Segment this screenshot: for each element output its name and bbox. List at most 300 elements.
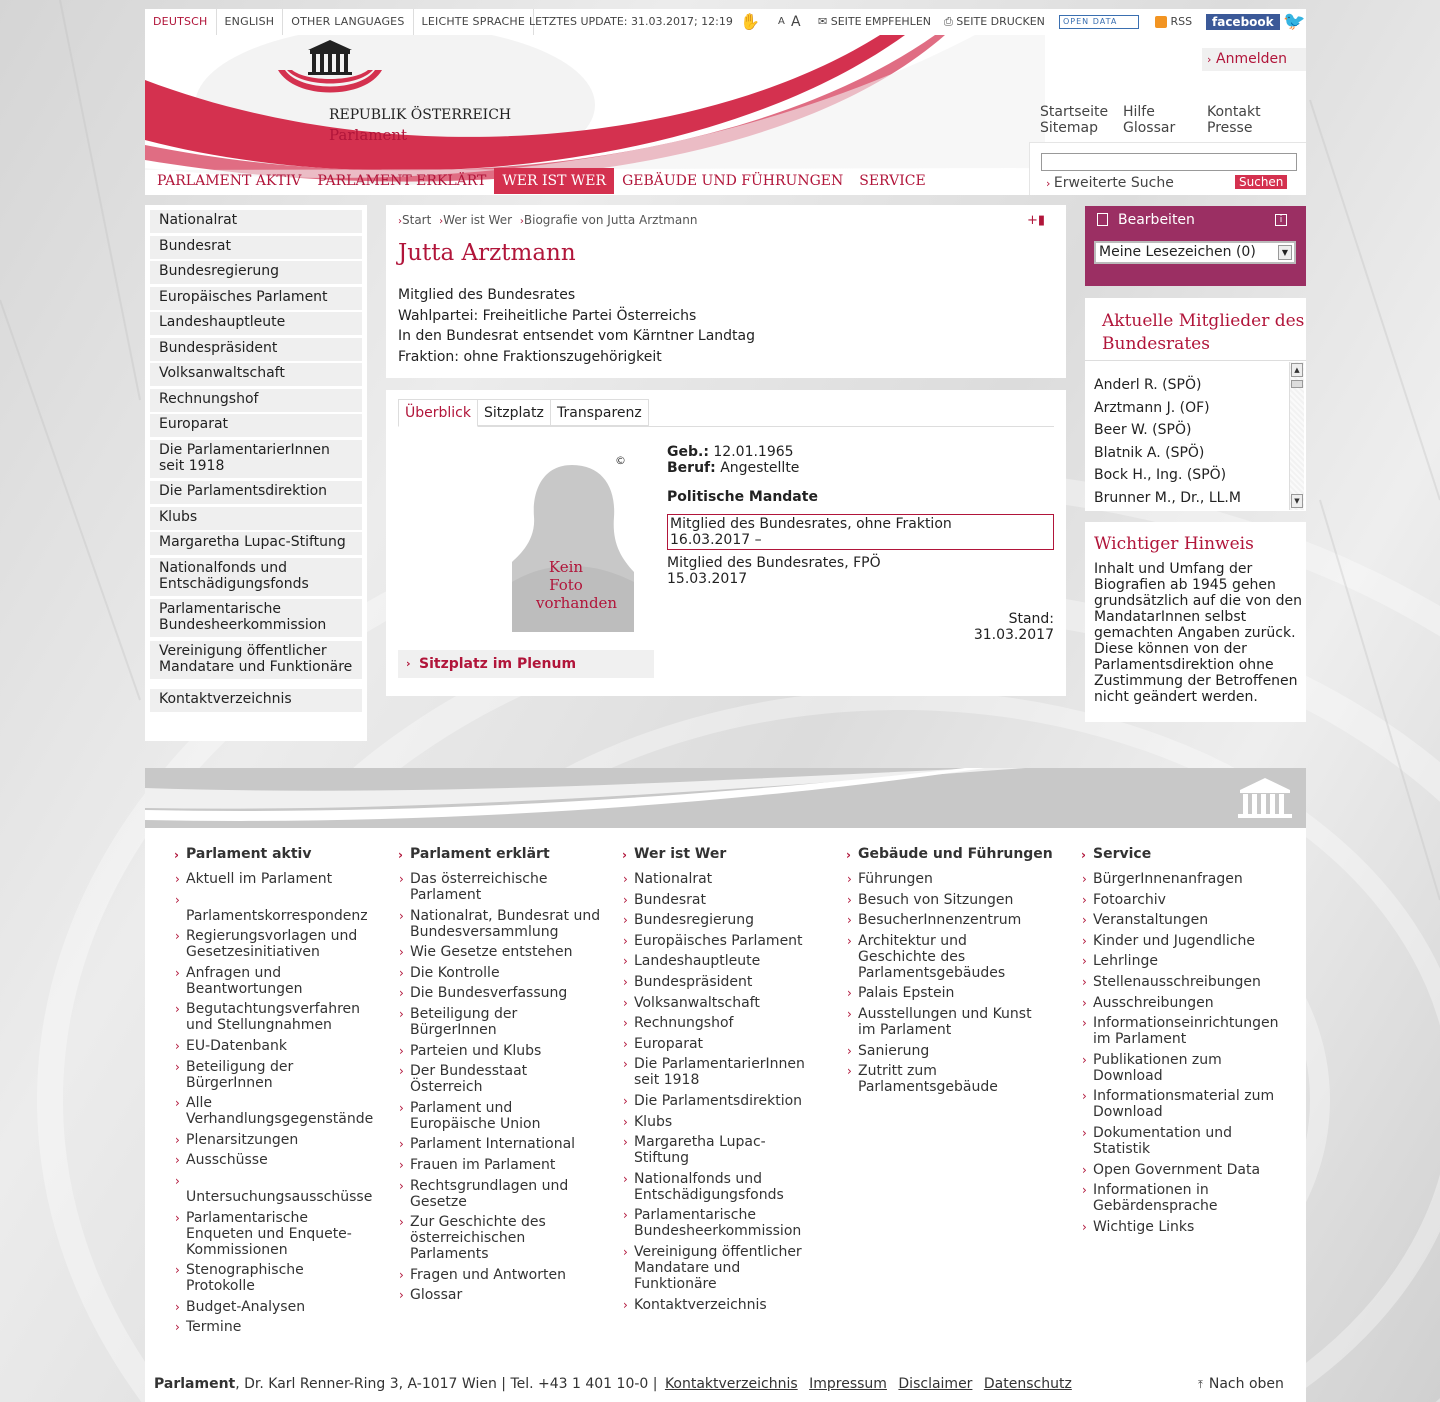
chevron-right-icon: › — [399, 1137, 404, 1152]
footer-link[interactable] — [623, 1035, 704, 1052]
sidebar-item-nationalrat[interactable]: Nationalrat — [150, 210, 362, 233]
footer-link-line: Ausschüsse — [186, 1152, 268, 1169]
tab-sitzplatz[interactable]: Sitzplatz — [477, 399, 551, 426]
rss-link[interactable] — [1155, 9, 1192, 35]
footer-link-line: Anfragen und — [186, 964, 282, 981]
scroll-down-icon[interactable]: ▼ — [1291, 494, 1303, 508]
nav-parlament-erklaert[interactable]: PARLAMENT ERKLÄRT — [317, 173, 487, 189]
footer-link[interactable] — [623, 1015, 734, 1032]
current-mandate — [667, 514, 1054, 550]
footer-link[interactable] — [1082, 994, 1214, 1011]
service-link-sitemap[interactable]: Sitemap — [1040, 120, 1098, 136]
sidebar-item-europarat[interactable]: Europarat — [150, 414, 362, 437]
footer-link[interactable] — [623, 1134, 766, 1167]
search-button[interactable]: Suchen — [1235, 175, 1287, 189]
divider — [1085, 360, 1306, 361]
chevron-right-icon: › — [623, 1171, 628, 1186]
chevron-right-icon: › — [175, 1263, 180, 1278]
chevron-right-icon: › — [847, 913, 852, 928]
footer-link-line: Rechnungshof — [634, 1015, 734, 1032]
footer-link[interactable] — [175, 1209, 352, 1258]
sidebar-item-parlamentsdirektion[interactable]: Die Parlamentsdirektion — [150, 481, 362, 504]
footer-link-line: Gesetze — [410, 1193, 467, 1210]
profession-value: Angestellte — [720, 460, 800, 476]
notice-line: MandatarInnen selbst — [1094, 609, 1247, 625]
footer-link-line: Bundesrat — [634, 891, 706, 908]
bookmark-icon — [1097, 213, 1108, 226]
footer-link[interactable] — [847, 1006, 1032, 1038]
photo-copyright: © — [615, 454, 626, 467]
chevron-right-icon: › — [623, 1114, 628, 1129]
service-link-glossar[interactable]: Glossar — [1123, 120, 1176, 136]
sidebar-item-vereinigung[interactable]: Vereinigung öffentlicher Mandatare und Funktionäre — [150, 641, 362, 679]
footer-link-line: BesucherInnenzentrum — [858, 912, 1022, 929]
footer-link[interactable] — [175, 1319, 242, 1336]
footer-link-line: Download — [1093, 1067, 1163, 1084]
sidebar-item-landeshauptleute[interactable]: Landeshauptleute — [150, 312, 362, 335]
info-icon[interactable]: i — [1275, 214, 1287, 226]
footer-link-line: Termine — [186, 1319, 242, 1336]
footer-link-line: Frauen im Parlament — [410, 1157, 556, 1173]
footer-link[interactable] — [1082, 871, 1243, 887]
sidebar-item-bundesrat[interactable]: Bundesrat — [150, 236, 362, 259]
footer-link-line: Klubs — [634, 1113, 673, 1130]
footer-link-line: Europarat — [634, 1035, 704, 1052]
members-list[interactable] — [1085, 362, 1288, 511]
scroll-thumb[interactable] — [1291, 380, 1303, 388]
footer-link[interactable] — [1082, 1051, 1222, 1084]
chevron-right-icon: › — [1082, 1126, 1087, 1140]
chevron-right-icon: › — [846, 848, 851, 862]
footer-link-line: Stiftung — [634, 1150, 690, 1167]
site-footer — [145, 768, 1306, 1402]
footer-column-heading[interactable]: Service — [1093, 846, 1152, 862]
member-item[interactable]: Brunner M., Dr., LL.M — [1094, 489, 1241, 506]
chevron-right-icon: › — [399, 1215, 404, 1230]
nav-service[interactable]: SERVICE — [859, 173, 926, 189]
login-button[interactable] — [1202, 48, 1306, 71]
footer-link[interactable] — [623, 1207, 802, 1240]
chevron-right-icon: › — [623, 975, 628, 989]
footer-link-line: Beantwortungen — [186, 980, 303, 997]
notice-line: Zustimmung der Betroffenen — [1094, 673, 1298, 689]
footer-link[interactable] — [623, 1244, 802, 1292]
profession — [667, 460, 799, 476]
footer-link[interactable] — [847, 1042, 930, 1059]
mandate-title: Mitglied des Bundesrates, ohne Fraktion — [670, 516, 952, 532]
footer-link-line: Parlament International — [410, 1136, 576, 1153]
footer-link-line: Fotoarchiv — [1093, 891, 1166, 908]
chevron-right-icon: › — [399, 1043, 404, 1058]
footer-link[interactable] — [399, 1099, 541, 1132]
footer-link[interactable] — [1082, 912, 1209, 929]
chevron-right-icon: › — [399, 945, 404, 960]
footer-link[interactable] — [175, 928, 358, 961]
chevron-right-icon: › — [1207, 53, 1212, 66]
footer-link-line: Das österreichische — [410, 871, 548, 887]
advanced-search-link[interactable] — [1046, 175, 1174, 191]
footer-link-line: Alle — [186, 1095, 212, 1112]
footer-link[interactable] — [847, 891, 1014, 908]
footer-link[interactable] — [1082, 953, 1158, 970]
member-item[interactable]: Blatnik A. (SPÖ) — [1094, 444, 1205, 461]
footer-column-heading[interactable]: Wer ist Wer — [634, 846, 727, 862]
members-title — [1102, 310, 1304, 356]
advanced-search-label: Erweiterte Suche — [1053, 175, 1174, 191]
footer-link[interactable] — [175, 871, 333, 887]
footer-link[interactable] — [847, 1063, 998, 1096]
footer-link[interactable] — [623, 1093, 803, 1109]
footer-link-line: BürgerInnenanfragen — [1093, 871, 1243, 887]
print-link[interactable] — [944, 9, 1045, 35]
footer-link-line: Funktionäre — [634, 1276, 717, 1292]
footer-link-line: Der Bundesstaat — [410, 1063, 528, 1080]
footer-link[interactable] — [623, 912, 754, 929]
birth-date-label: Geb.: — [667, 444, 709, 460]
nav-wer-ist-wer[interactable]: WER IST WER — [494, 168, 614, 194]
chevron-right-icon: › — [847, 872, 852, 886]
sidebar-item-eu-parlament[interactable]: Europäisches Parlament — [150, 287, 362, 310]
footer-link[interactable] — [399, 1006, 518, 1038]
footer-link-line: Architektur und — [858, 932, 967, 949]
footer-link-line: BürgerInnen — [186, 1074, 273, 1091]
footer-link[interactable] — [623, 974, 753, 990]
footer-link-line: Gebärdensprache — [1093, 1198, 1218, 1215]
footer-link-line: Lehrlinge — [1093, 953, 1158, 970]
footer-link-line: Begutachtungsverfahren — [186, 1001, 361, 1018]
sidebar-item-klubs[interactable]: Klubs — [150, 507, 362, 530]
chevron-right-icon: › — [399, 986, 404, 1001]
footer-link[interactable] — [175, 964, 303, 997]
footer-link-line: Ausstellungen und Kunst — [858, 1006, 1032, 1022]
footer-link-line: Palais Epstein — [858, 985, 955, 1002]
footer-link-line: Bundespräsident — [634, 974, 753, 990]
footer-link-line: Die Parlamentsdirektion — [634, 1093, 803, 1109]
chevron-right-icon: › — [623, 1016, 628, 1031]
footer-link[interactable] — [1082, 1161, 1261, 1178]
summary-line: Fraktion: ohne Fraktionszugehörigkeit — [398, 348, 662, 365]
chevron-right-icon: › — [847, 892, 852, 907]
footer-link[interactable] — [1082, 1015, 1279, 1048]
footer-link-line: Budget-Analysen — [186, 1298, 306, 1315]
footer-link[interactable] — [847, 871, 933, 887]
footer-link-line: Stenographische — [186, 1262, 304, 1279]
footer-link[interactable] — [1082, 932, 1255, 949]
footer-link-line: im Parlament — [858, 1022, 952, 1038]
sidebar-item-parlamentarierinnen[interactable]: Die ParlamentarierInnen seit 1918 — [150, 440, 362, 478]
back-to-top-label: Nach oben — [1208, 1376, 1284, 1392]
print-label: SEITE DRUCKEN — [956, 15, 1045, 28]
footer-link-line: EU-Datenbank — [186, 1038, 287, 1054]
footer-link[interactable] — [623, 932, 803, 949]
footer-link[interactable] — [623, 994, 760, 1011]
chevron-right-icon: › — [406, 657, 411, 670]
chevron-right-icon: › — [1082, 913, 1087, 928]
nav-parlament-aktiv[interactable]: PARLAMENT AKTIV — [157, 173, 302, 189]
chevron-right-icon: › — [1082, 975, 1087, 989]
footer-link-datenschutz[interactable]: Datenschutz — [983, 1376, 1072, 1392]
footer-link-impressum[interactable]: Impressum — [809, 1376, 887, 1392]
footer-link-line: Entschädigungsfonds — [634, 1186, 784, 1203]
footer-link[interactable] — [623, 953, 761, 970]
footer-link[interactable] — [399, 1157, 556, 1173]
sidebar-item-volksanwaltschaft[interactable]: Volksanwaltschaft — [150, 363, 362, 386]
notice-text — [1094, 561, 1302, 705]
footer-link[interactable] — [847, 985, 955, 1002]
footer-link-line: Wie Gesetze entstehen — [410, 944, 573, 961]
chevron-right-icon: › — [847, 1007, 852, 1021]
chevron-right-icon: › — [623, 954, 628, 969]
footer-link[interactable] — [623, 1113, 673, 1130]
footer-link-line: Europäische Union — [410, 1115, 541, 1132]
footer-link[interactable] — [847, 932, 1006, 981]
chevron-right-icon: › — [175, 872, 180, 886]
breadcrumb — [398, 213, 697, 227]
footer-link-line: Geschichte des — [858, 948, 966, 965]
footer-link-line: Führungen — [858, 871, 933, 887]
footer-link[interactable] — [399, 1177, 569, 1210]
footer-link[interactable] — [1082, 1218, 1195, 1235]
footer-link[interactable] — [847, 912, 1022, 929]
footer-link-line: Parlament — [410, 887, 482, 903]
chevron-right-icon: › — [1081, 848, 1086, 862]
opendata-button[interactable]: OPEN DATA — [1059, 15, 1139, 29]
footer-link-line: Zur Geschichte des — [410, 1214, 546, 1231]
notice-line: Diese können von der — [1094, 641, 1247, 657]
sign-language-icon[interactable]: ✋ — [740, 12, 760, 31]
chevron-right-icon: › — [1082, 954, 1087, 969]
footer-link[interactable] — [399, 871, 548, 903]
biography-detail-panel — [386, 390, 1066, 696]
member-item[interactable]: Arztmann J. (OF) — [1094, 399, 1210, 416]
parliament-logo-icon — [275, 40, 385, 110]
birth-date — [667, 444, 794, 460]
breadcrumb-wer-ist-wer[interactable]: Wer ist Wer — [443, 213, 513, 227]
edit-title: Bearbeiten — [1118, 212, 1195, 228]
sidebar-item-bundesregierung[interactable]: Bundesregierung — [150, 261, 362, 284]
footer-link-disclaimer[interactable]: Disclaimer — [898, 1376, 973, 1392]
footer-link[interactable] — [1082, 1182, 1218, 1215]
service-link-startseite[interactable]: Startseite — [1040, 104, 1109, 120]
chevron-right-icon: › — [623, 1297, 628, 1312]
service-link-presse[interactable]: Presse — [1207, 120, 1253, 136]
footer-link-line: Veranstaltungen — [1093, 912, 1209, 929]
footer-link-line: Bundesregierung — [634, 912, 754, 929]
footer-swoosh-graphic — [145, 768, 1306, 828]
nav-gebaeude-fuehrungen[interactable]: GEBÄUDE UND FÜHRUNGEN — [622, 173, 844, 189]
footer-link-line: Beteiligung der — [186, 1058, 294, 1075]
footer-link-line: Europäisches Parlament — [634, 932, 803, 949]
tabs-divider — [398, 426, 1054, 427]
sidebar-item-kontaktverzeichnis[interactable]: Kontaktverzeichnis — [150, 689, 362, 712]
chevron-right-icon: › — [847, 1064, 852, 1079]
member-item[interactable]: Anderl R. (SPÖ) — [1094, 377, 1202, 393]
sidebar-item-bundesheerkommission[interactable]: Parlamentarische Bundesheerkommission — [150, 599, 362, 637]
footer-link-line: Untersuchungsausschüsse — [186, 1189, 373, 1205]
chevron-right-icon: › — [1082, 892, 1087, 907]
footer-link-line: Die Bundesverfassung — [410, 985, 568, 1002]
footer-link-line: Nationalrat — [634, 871, 713, 887]
footer-link[interactable] — [399, 907, 601, 940]
no-photo-text — [536, 558, 618, 612]
footer-link-line: Nationalrat, Bundesrat und — [410, 907, 601, 924]
member-item[interactable]: Beer W. (SPÖ) — [1094, 422, 1192, 439]
back-to-top-link[interactable] — [1198, 1376, 1284, 1392]
bookmark-add-icon[interactable]: +▮ — [1027, 213, 1046, 228]
footer-link-line — [186, 1173, 372, 1189]
footer-link[interactable] — [1082, 974, 1261, 990]
footer-link-line: im Parlament — [1093, 1031, 1187, 1048]
chevron-right-icon: › — [622, 848, 627, 862]
footer-link-line: Beteiligung der — [410, 1006, 518, 1022]
footer-column-heading[interactable]: Gebäude und Führungen — [858, 846, 1053, 862]
search-box — [1029, 142, 1306, 195]
chevron-right-icon: › — [175, 1320, 180, 1335]
tab-ueberblick[interactable]: Überblick — [398, 399, 478, 427]
footer-link-line: Besuch von Sitzungen — [858, 891, 1014, 908]
footer-link-line: Fragen und Antworten — [410, 1266, 566, 1283]
footer-link[interactable] — [175, 1298, 306, 1315]
footer-link-line: Vereinigung öffentlicher — [634, 1244, 802, 1260]
footer-link[interactable] — [175, 892, 368, 924]
footer-link[interactable] — [175, 1262, 304, 1295]
service-link-hilfe[interactable]: Hilfe — [1123, 104, 1155, 120]
footer-link[interactable] — [175, 1038, 287, 1054]
chevron-right-icon: › — [399, 965, 404, 980]
chevron-right-icon: › — [398, 216, 402, 227]
footer-link-line: österreichischen — [410, 1230, 526, 1247]
chevron-right-icon: › — [399, 1007, 404, 1021]
last-update: LETZTES UPDATE: 31.03.2017; 12:19 — [529, 15, 733, 28]
person-summary — [398, 285, 755, 367]
footer-link[interactable] — [399, 964, 500, 981]
breadcrumb-start[interactable]: Start — [402, 213, 432, 227]
bookmarks-select[interactable] — [1094, 241, 1296, 264]
chevron-right-icon: › — [175, 1039, 180, 1053]
no-photo-line: Kein — [548, 558, 584, 576]
members-title-line: Bundesrates — [1102, 334, 1210, 354]
lang-deutsch[interactable]: DEUTSCH — [145, 9, 217, 35]
chevron-right-icon: › — [1082, 872, 1087, 886]
footer-link[interactable] — [399, 985, 568, 1002]
members-scrollbar[interactable] — [1289, 362, 1304, 510]
footer-link[interactable] — [399, 1136, 576, 1153]
footer-link[interactable] — [623, 1170, 784, 1203]
twitter-icon[interactable]: 🐦 — [1283, 11, 1306, 32]
chevron-right-icon: › — [847, 933, 852, 948]
footer-link[interactable] — [175, 1095, 374, 1128]
font-small-button[interactable]: A — [778, 16, 785, 27]
footer-link-line: Parlamentsgebäudes — [858, 964, 1006, 981]
footer-link[interactable] — [175, 1058, 294, 1091]
scroll-up-icon[interactable]: ▲ — [1291, 363, 1303, 377]
sidebar-item-lupac-stiftung[interactable]: Margaretha Lupac-Stiftung — [150, 532, 362, 555]
footer-link-line: Informationsmaterial zum — [1093, 1088, 1275, 1105]
footer-link-line: Gesetzesinitiativen — [186, 944, 320, 961]
footer-link-line: Wichtige Links — [1093, 1218, 1195, 1235]
footer-link-line: Parlamentarische — [186, 1209, 308, 1226]
footer-link[interactable] — [399, 1214, 546, 1263]
chevron-right-icon: › — [1082, 1183, 1087, 1198]
footer-link-line: Die ParlamentarierInnen — [634, 1056, 805, 1073]
chevron-right-icon: › — [399, 1064, 404, 1079]
service-link-kontakt[interactable]: Kontakt — [1207, 104, 1261, 120]
recommend-link[interactable] — [818, 9, 931, 35]
parliament-building-icon — [1235, 776, 1295, 821]
chevron-right-icon: › — [623, 1135, 628, 1150]
member-item[interactable]: Bock H., Ing. (SPÖ) — [1094, 467, 1227, 484]
footer-link-line: Plenarsitzungen — [186, 1131, 299, 1148]
sidebar-item-nationalfonds[interactable]: Nationalfonds und Entschädigungsfonds — [150, 558, 362, 596]
chevron-right-icon: › — [175, 1096, 180, 1111]
footer-link[interactable] — [175, 1131, 299, 1148]
footer-link[interactable] — [623, 1056, 805, 1089]
footer-link[interactable] — [623, 871, 713, 887]
footer-link[interactable] — [1082, 1125, 1232, 1157]
search-input[interactable] — [1041, 153, 1297, 171]
footer-link-line: Zutritt zum — [858, 1063, 937, 1080]
profession-label: Beruf: — [667, 460, 716, 476]
footer-link[interactable] — [399, 1266, 566, 1283]
lang-leichte-sprache[interactable]: LEICHTE SPRACHE — [414, 9, 535, 35]
footer-link[interactable] — [623, 1296, 767, 1313]
recommend-label: SEITE EMPFEHLEN — [830, 15, 931, 28]
footer-link-line: Sanierung — [858, 1042, 930, 1059]
footer-link-line: Parlament und — [410, 1099, 513, 1116]
footer-column-heading[interactable]: Parlament aktiv — [186, 846, 312, 862]
footer-link[interactable] — [399, 1042, 542, 1059]
notice-line: nicht geändert werden. — [1094, 689, 1258, 705]
chevron-right-icon: › — [175, 1299, 180, 1314]
font-large-button[interactable]: A — [791, 14, 801, 30]
mail-icon: ✉ — [818, 15, 831, 28]
facebook-button[interactable]: facebook — [1206, 14, 1280, 30]
no-photo-line: vorhanden — [536, 594, 618, 612]
seat-link[interactable] — [398, 650, 654, 678]
chevron-right-icon: › — [1082, 1052, 1087, 1067]
footer-link[interactable] — [1082, 891, 1166, 908]
footer-link[interactable] — [623, 891, 706, 908]
footer-link[interactable] — [399, 944, 573, 961]
sidebar-item-bundespraesident[interactable]: Bundespräsident — [150, 338, 362, 361]
footer-link[interactable] — [399, 1287, 463, 1304]
footer-link-line: Download — [1093, 1104, 1163, 1121]
lang-english[interactable]: ENGLISH — [217, 9, 284, 35]
footer-link[interactable] — [175, 1001, 361, 1034]
tab-transparenz[interactable]: Transparenz — [550, 399, 649, 426]
chevron-right-icon: › — [1046, 177, 1054, 190]
current-members-box — [1085, 298, 1306, 511]
chevron-right-icon: › — [847, 986, 852, 1001]
footer-link[interactable] — [175, 1152, 268, 1169]
footer-link[interactable] — [1082, 1088, 1275, 1121]
footer-address-text: , Dr. Karl Renner-Ring 3, A-1017 Wien | Tel. +43 1 401 10-0 | — [235, 1376, 658, 1392]
chevron-right-icon: › — [439, 216, 444, 227]
footer-link[interactable] — [175, 1173, 373, 1205]
footer-column-heading[interactable]: Parlament erklärt — [410, 846, 550, 862]
chevron-right-icon: › — [399, 908, 404, 923]
chevron-right-icon: › — [623, 1036, 628, 1051]
chevron-right-icon: › — [175, 1210, 180, 1225]
footer-link[interactable] — [399, 1063, 528, 1096]
sidebar-item-rechnungshof[interactable]: Rechnungshof — [150, 389, 362, 412]
summary-line: Wahlpartei: Freiheitliche Partei Österreichs — [398, 307, 697, 324]
footer-link-line: Statistik — [1093, 1141, 1151, 1157]
lang-other[interactable]: OTHER LANGUAGES — [283, 9, 413, 35]
notice-line: Biografien ab 1945 gehen — [1094, 577, 1276, 593]
chevron-right-icon: › — [399, 1100, 404, 1115]
footer-link-kontaktverzeichnis[interactable]: Kontaktverzeichnis — [664, 1376, 798, 1392]
